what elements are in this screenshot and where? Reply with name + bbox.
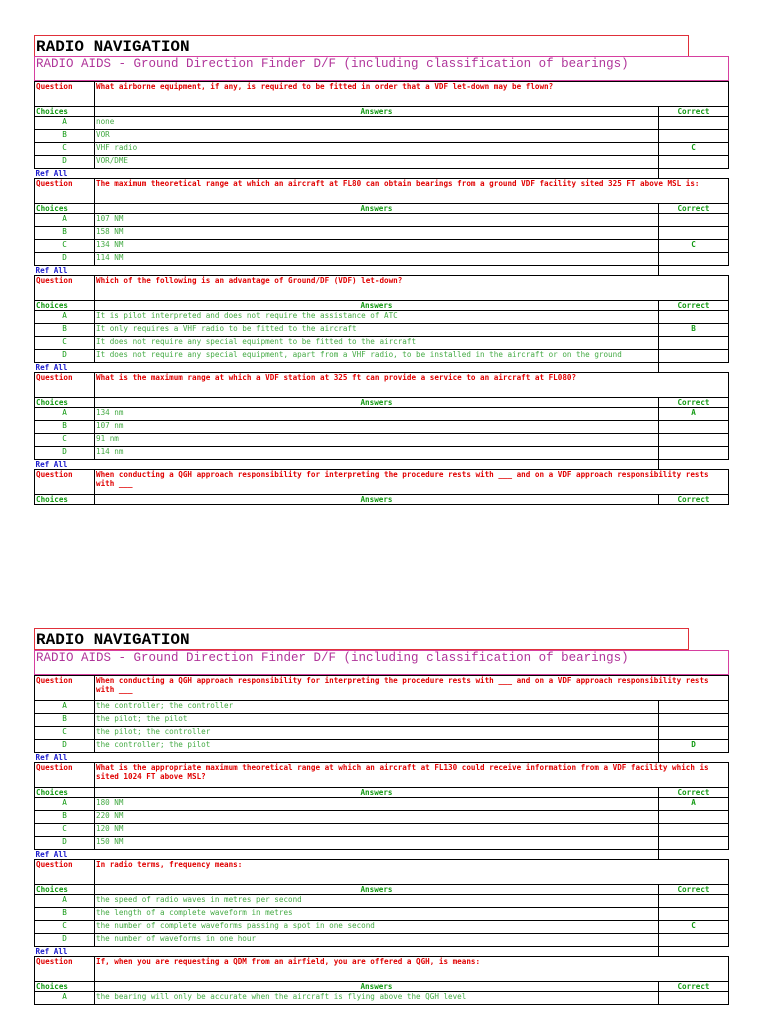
question-row	[35, 676, 729, 701]
correct-header: Correct	[659, 982, 729, 992]
correct-answer: C	[659, 921, 729, 934]
answer-text: the pilot; the controller	[95, 727, 659, 740]
answer-text: 107 nm	[95, 421, 659, 434]
correct-answer	[659, 253, 729, 266]
choice-letter: B	[35, 130, 95, 143]
question-label: Question	[35, 373, 95, 398]
choice-letter: D	[35, 350, 95, 363]
choice-row	[35, 824, 729, 837]
ref-spacer	[95, 266, 659, 276]
choices-label: Choices	[35, 301, 95, 311]
choices-label: Choices	[35, 982, 95, 992]
choice-row	[35, 311, 729, 324]
choice-row	[35, 908, 729, 921]
correct-header: Correct	[659, 204, 729, 214]
answer-text: the pilot; the pilot	[95, 714, 659, 727]
question-row	[35, 763, 729, 788]
choice-letter: C	[35, 337, 95, 350]
correct-answer	[659, 714, 729, 727]
choice-letter: D	[35, 934, 95, 947]
answer-text: 107 NM	[95, 214, 659, 227]
choices-header-row	[35, 301, 729, 311]
choice-row	[35, 350, 729, 363]
correct-answer: C	[659, 240, 729, 253]
choice-row	[35, 798, 729, 811]
ref-spacer-end	[659, 850, 729, 860]
choice-row	[35, 447, 729, 460]
ref-all-link: Ref All	[35, 266, 68, 275]
question-text: The maximum theoretical range at which an aircraft at FL80 can obtain bearings from a ground VDF facility sited 325 FT above MSL is:	[95, 179, 729, 204]
correct-answer	[659, 447, 729, 460]
question-table	[34, 675, 729, 1005]
answers-header: Answers	[95, 885, 659, 895]
choice-letter: D	[35, 740, 95, 753]
correct-header: Correct	[659, 495, 729, 505]
correct-header: Correct	[659, 885, 729, 895]
choice-row	[35, 253, 729, 266]
choice-row	[35, 117, 729, 130]
choice-letter: D	[35, 447, 95, 460]
answer-text: 150 NM	[95, 837, 659, 850]
correct-header: Correct	[659, 107, 729, 117]
correct-header: Correct	[659, 398, 729, 408]
correct-answer	[659, 895, 729, 908]
question-row	[35, 373, 729, 398]
ref-all-link: Ref All	[35, 460, 68, 469]
question-label: Question	[35, 957, 95, 982]
choices-label: Choices	[35, 788, 95, 798]
correct-answer: B	[659, 324, 729, 337]
answer-text: It does not require any special equipment, apart from a VHF radio, to be installed in the aircraft or on the ground	[95, 350, 659, 363]
ref-row	[35, 460, 729, 470]
choice-row	[35, 240, 729, 253]
choice-row	[35, 727, 729, 740]
choice-row	[35, 895, 729, 908]
correct-answer	[659, 311, 729, 324]
choice-letter: A	[35, 895, 95, 908]
question-table	[34, 81, 729, 505]
answer-text: the controller; the controller	[95, 701, 659, 714]
answer-text: the bearing will only be accurate when the aircraft is flying above the QGH level	[95, 992, 659, 1005]
choices-label: Choices	[35, 107, 95, 117]
choice-row	[35, 421, 729, 434]
ref-spacer	[95, 169, 659, 179]
correct-answer	[659, 727, 729, 740]
choices-header-row	[35, 107, 729, 117]
choice-row	[35, 143, 729, 156]
correct-answer	[659, 117, 729, 130]
ref-spacer-end	[659, 460, 729, 470]
answer-text: VOR/DME	[95, 156, 659, 169]
choice-letter: C	[35, 434, 95, 447]
answer-text: VHF radio	[95, 143, 659, 156]
correct-answer	[659, 837, 729, 850]
correct-answer: C	[659, 143, 729, 156]
choice-row	[35, 837, 729, 850]
ref-spacer	[95, 460, 659, 470]
ref-spacer-end	[659, 266, 729, 276]
answer-text: the length of a complete waveform in metres	[95, 908, 659, 921]
choices-header-row	[35, 982, 729, 992]
choice-row	[35, 156, 729, 169]
answer-text: It only requires a VHF radio to be fitted to the aircraft	[95, 324, 659, 337]
page-subtitle: RADIO AIDS - Ground Direction Finder D/F (including classification of bearings)	[34, 56, 729, 81]
choice-letter: C	[35, 921, 95, 934]
correct-answer	[659, 434, 729, 447]
correct-answer	[659, 350, 729, 363]
choices-label: Choices	[35, 204, 95, 214]
answer-text: 134 NM	[95, 240, 659, 253]
question-row	[35, 179, 729, 204]
answer-text: 120 NM	[95, 824, 659, 837]
answer-text: It does not require any special equipment to be fitted to the aircraft	[95, 337, 659, 350]
choice-row	[35, 701, 729, 714]
choice-letter: D	[35, 253, 95, 266]
choices-label: Choices	[35, 398, 95, 408]
ref-all-link: Ref All	[35, 947, 68, 956]
choices-header-row	[35, 885, 729, 895]
correct-answer: D	[659, 740, 729, 753]
ref-spacer	[95, 753, 659, 763]
answers-header: Answers	[95, 107, 659, 117]
choice-letter: A	[35, 798, 95, 811]
choice-row	[35, 130, 729, 143]
choice-row	[35, 992, 729, 1005]
choice-letter: D	[35, 156, 95, 169]
ref-all-link: Ref All	[35, 753, 68, 762]
question-text: When conducting a QGH approach responsibility for interpreting the procedure rests with ___ and on a VDF approach responsibility rests with ___	[95, 470, 729, 495]
page-title: RADIO NAVIGATION	[34, 35, 689, 57]
question-row	[35, 470, 729, 495]
choice-letter: A	[35, 117, 95, 130]
ref-spacer-end	[659, 363, 729, 373]
ref-spacer-end	[659, 947, 729, 957]
correct-answer	[659, 908, 729, 921]
answer-text: the number of waveforms in one hour	[95, 934, 659, 947]
ref-row	[35, 363, 729, 373]
answers-header: Answers	[95, 788, 659, 798]
correct-answer	[659, 701, 729, 714]
choice-row	[35, 227, 729, 240]
question-label: Question	[35, 676, 95, 701]
ref-row	[35, 947, 729, 957]
ref-spacer-end	[659, 169, 729, 179]
ref-all-link: Ref All	[35, 169, 68, 178]
answer-text: 180 NM	[95, 798, 659, 811]
choice-row	[35, 811, 729, 824]
question-text: Which of the following is an advantage of Ground/DF (VDF) let-down?	[95, 276, 729, 301]
correct-answer	[659, 214, 729, 227]
choices-header-row	[35, 398, 729, 408]
question-label: Question	[35, 860, 95, 885]
correct-answer: A	[659, 798, 729, 811]
question-text: In radio terms, frequency means:	[95, 860, 729, 885]
choices-label: Choices	[35, 495, 95, 505]
correct-answer	[659, 130, 729, 143]
correct-answer	[659, 934, 729, 947]
choice-letter: A	[35, 311, 95, 324]
answers-header: Answers	[95, 204, 659, 214]
choice-letter: C	[35, 727, 95, 740]
ref-row	[35, 753, 729, 763]
ref-spacer	[95, 850, 659, 860]
question-row	[35, 82, 729, 107]
question-row	[35, 276, 729, 301]
ref-all-link: Ref All	[35, 363, 68, 372]
question-text: What is the maximum range at which a VDF station at 325 ft can provide a service to an aircraft at FL080?	[95, 373, 729, 398]
choice-row	[35, 434, 729, 447]
question-label: Question	[35, 276, 95, 301]
question-text: What is the appropriate maximum theoretical range at which an aircraft at FL130 could receive information from a VDF facility which is sited 1024 FT above MSL?	[95, 763, 729, 788]
answer-text: 134 nm	[95, 408, 659, 421]
choice-letter: B	[35, 227, 95, 240]
choice-letter: A	[35, 992, 95, 1005]
choice-row	[35, 714, 729, 727]
choice-row	[35, 740, 729, 753]
question-text: When conducting a QGH approach responsibility for interpreting the procedure rests with ___ and on a VDF approach responsibility rests with ___	[95, 676, 729, 701]
question-row	[35, 957, 729, 982]
ref-all-link: Ref All	[35, 850, 68, 859]
correct-answer	[659, 811, 729, 824]
ref-spacer	[95, 947, 659, 957]
choice-row	[35, 324, 729, 337]
choice-letter: C	[35, 143, 95, 156]
correct-header: Correct	[659, 301, 729, 311]
correct-answer: A	[659, 408, 729, 421]
choice-row	[35, 408, 729, 421]
choice-letter: A	[35, 214, 95, 227]
choice-row	[35, 214, 729, 227]
answer-text: the number of complete waveforms passing a spot in one second	[95, 921, 659, 934]
answer-text: the speed of radio waves in metres per second	[95, 895, 659, 908]
answer-text: 158 NM	[95, 227, 659, 240]
answers-header: Answers	[95, 301, 659, 311]
answer-text: none	[95, 117, 659, 130]
correct-answer	[659, 421, 729, 434]
choice-letter: C	[35, 240, 95, 253]
page-title: RADIO NAVIGATION	[34, 628, 689, 650]
choice-row	[35, 934, 729, 947]
ref-spacer	[95, 363, 659, 373]
correct-answer	[659, 824, 729, 837]
answer-text: the controller; the pilot	[95, 740, 659, 753]
answer-text: 114 nm	[95, 447, 659, 460]
answers-header: Answers	[95, 398, 659, 408]
answers-header: Answers	[95, 982, 659, 992]
ref-row	[35, 266, 729, 276]
choices-header-row	[35, 788, 729, 798]
choice-letter: A	[35, 408, 95, 421]
answer-text: 114 NM	[95, 253, 659, 266]
question-label: Question	[35, 763, 95, 788]
choice-letter: A	[35, 701, 95, 714]
choice-letter: B	[35, 811, 95, 824]
choice-letter: B	[35, 324, 95, 337]
ref-spacer-end	[659, 753, 729, 763]
correct-answer	[659, 156, 729, 169]
correct-answer	[659, 992, 729, 1005]
choice-row	[35, 337, 729, 350]
answer-text: 91 nm	[95, 434, 659, 447]
ref-row	[35, 169, 729, 179]
page-subtitle: RADIO AIDS - Ground Direction Finder D/F (including classification of bearings)	[34, 650, 729, 675]
correct-header: Correct	[659, 788, 729, 798]
choice-letter: B	[35, 908, 95, 921]
question-row	[35, 860, 729, 885]
choices-header-row	[35, 495, 729, 505]
question-text: What airborne equipment, if any, is required to be fitted in order that a VDF let-down may be flown?	[95, 82, 729, 107]
choices-header-row	[35, 204, 729, 214]
question-label: Question	[35, 470, 95, 495]
choice-letter: B	[35, 714, 95, 727]
choice-letter: B	[35, 421, 95, 434]
answer-text: It is pilot interpreted and does not require the assistance of ATC	[95, 311, 659, 324]
correct-answer	[659, 337, 729, 350]
choice-letter: C	[35, 824, 95, 837]
answers-header: Answers	[95, 495, 659, 505]
ref-row	[35, 850, 729, 860]
choices-label: Choices	[35, 885, 95, 895]
question-text: If, when you are requesting a QDM from an airfield, you are offered a QGH, is means:	[95, 957, 729, 982]
question-label: Question	[35, 179, 95, 204]
choice-row	[35, 921, 729, 934]
answer-text: 220 NM	[95, 811, 659, 824]
question-label: Question	[35, 82, 95, 107]
choice-letter: D	[35, 837, 95, 850]
answer-text: VOR	[95, 130, 659, 143]
correct-answer	[659, 227, 729, 240]
